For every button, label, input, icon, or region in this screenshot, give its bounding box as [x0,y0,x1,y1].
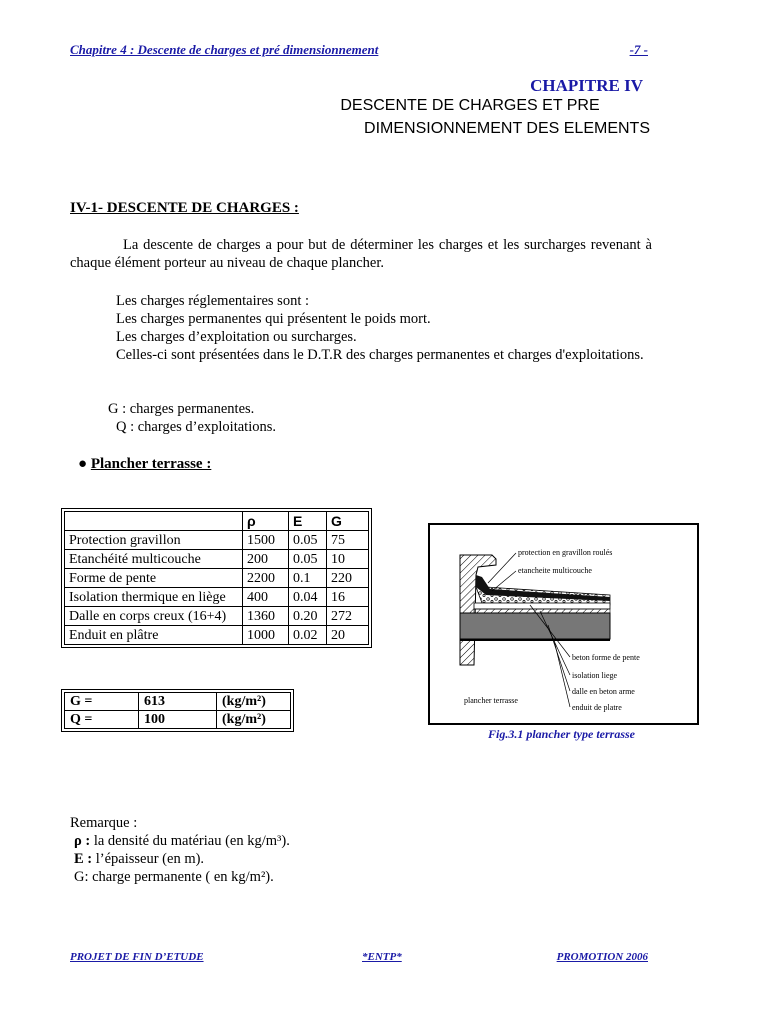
e-text: l’épaisseur (en m). [92,851,205,867]
floor-section-drawing [430,525,697,723]
cell-material: Dalle en corps creux (16+4) [65,607,243,626]
cell-g: 20 [327,626,369,645]
fig-label-gravel: protection en gravillon roulés [518,548,613,557]
remark-rho [74,832,290,850]
fig-label-waterproofing: etancheite multicouche [518,566,592,575]
figure-caption: Fig.3.1 plancher type terrasse [488,727,635,741]
table-row [65,550,369,569]
cell-symbol: G = [65,693,139,711]
cell-g: 16 [327,588,369,607]
footer-promotion: PROMOTION 2006 [556,951,648,963]
table-row [65,531,369,550]
cell-rho: 2200 [243,569,289,588]
cell-g: 75 [327,531,369,550]
table-row [65,607,369,626]
header-cell [65,512,243,531]
cell-e: 0.05 [289,531,327,550]
plaster-layer [460,639,610,641]
intro-paragraph: La descente de charges a pour but de déterminer les charges et les surcharges revenant à chaque élément porteur au niveau de chaque plancher. [70,237,652,271]
cell-material: Etanchéité multicouche [65,550,243,569]
cell-material: Protection gravillon [65,531,243,550]
rho-symbol: ρ : [74,833,91,849]
table-header-row [65,512,369,531]
summary-table [64,692,291,729]
cell-material: Enduit en plâtre [65,626,243,645]
cell-symbol: Q = [65,711,139,729]
cell-rho: 400 [243,588,289,607]
fig-label-slope: beton forme de pente [572,653,640,662]
cell-unit: (kg/m²) [217,693,291,711]
header-page-number: -7 - [629,42,648,57]
cell-rho: 1500 [243,531,289,550]
cell-value: 613 [139,693,217,711]
cell-rho: 200 [243,550,289,569]
remark-e [74,850,204,868]
chapter-title-line2: DIMENSIONNEMENT DES ELEMENTS [364,120,650,137]
chapter-label: CHAPITRE IV [530,76,643,95]
q-definition: Q : charges d’exploitations. [116,419,277,435]
body-line-2: Les charges permanentes qui présentent le poids mort. [116,311,431,327]
cell-material: Isolation thermique en liège [65,588,243,607]
fig-label-title: plancher terrasse [464,696,518,705]
table-row [65,588,369,607]
cell-rho: 1360 [243,607,289,626]
table-row [65,711,291,729]
table-row [65,569,369,588]
rho-text: la densité du matériau (en kg/m³). [90,833,290,849]
body-line-3: Les charges d’exploitation ou surcharges. [116,329,357,345]
footer-project: PROJET DE FIN D’ETUDE [70,951,204,963]
bullet-icon: ● [78,456,88,472]
e-symbol: E : [74,851,93,867]
remark-g: G: charge permanente ( en kg/m²). [74,869,274,885]
bullet-label: Plancher terrasse : [90,456,212,472]
remarks-title: Remarque : [70,815,138,831]
slab-layer [460,613,610,639]
body-line-4: Celles-ci sont présentées dans le D.T.R des charges permanentes et charges d'exploitations. [116,347,644,363]
header-chapter: Chapitre 4 : Descente de charges et pré dimensionnement [70,42,379,57]
g-definition: G : charges permanentes. [108,401,255,417]
fig-label-slab: dalle en beton arme [572,687,635,696]
footer-school: *ENTP* [362,951,402,963]
cell-e: 0.02 [289,626,327,645]
cell-g: 10 [327,550,369,569]
cell-rho: 1000 [243,626,289,645]
header-cell-g: G [327,512,369,531]
summary-table-frame [61,689,294,732]
table-row [65,626,369,645]
plancher-terrasse-figure [428,523,699,725]
cell-value: 100 [139,711,217,729]
body-line-1: Les charges réglementaires sont : [116,293,309,309]
chapter-title-line1: DESCENTE DE CHARGES ET PRE [340,97,600,114]
header-cell-rho: ρ [243,512,289,531]
table-row [65,693,291,711]
slope-layer [474,603,610,609]
insulation-layer [474,609,610,613]
materials-table-frame [61,508,372,648]
cell-g: 220 [327,569,369,588]
header-cell-e: E [289,512,327,531]
cell-e: 0.05 [289,550,327,569]
cell-e: 0.04 [289,588,327,607]
cell-g: 272 [327,607,369,626]
cell-e: 0.1 [289,569,327,588]
cell-unit: (kg/m²) [217,711,291,729]
materials-table [64,511,369,645]
section-title: IV-1- DESCENTE DE CHARGES : [70,200,299,216]
cell-material: Forme de pente [65,569,243,588]
fig-label-plaster: enduit de platre [572,703,622,712]
plancher-terrasse-heading [78,456,211,473]
fig-label-insulation: isolation liege [572,671,618,680]
cell-e: 0.20 [289,607,327,626]
